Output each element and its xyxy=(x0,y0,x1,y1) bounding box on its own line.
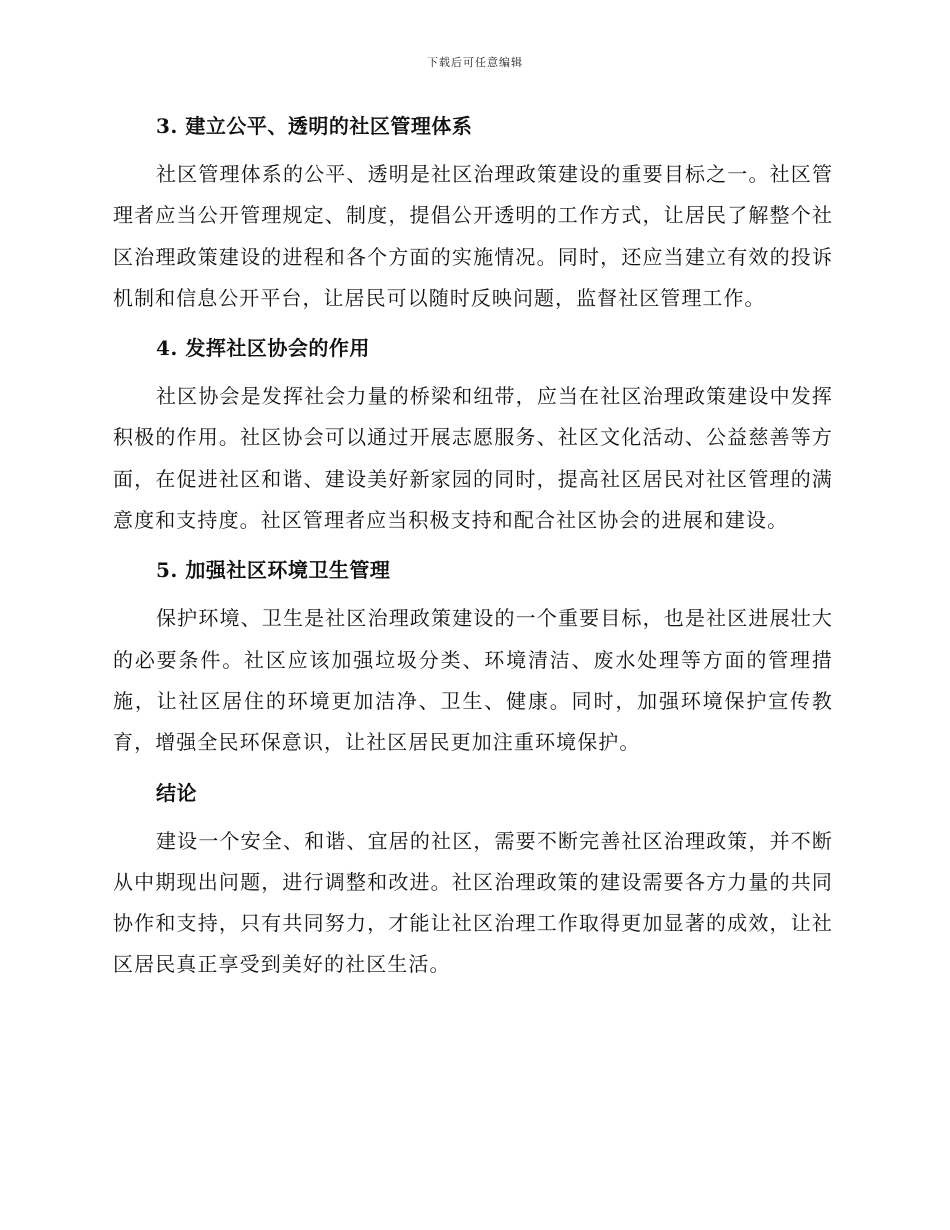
header-note: 下载后可任意编辑 xyxy=(427,56,523,69)
section-heading: 4. 发挥社区协会的作用 xyxy=(156,336,370,361)
section-3 xyxy=(113,112,833,319)
section-paragraph: 社区协会是发挥社会力量的桥梁和纽带，应当在社区治理政策建设中发挥积极的作用。社区协会可以通过开展志愿服务、社区文化活动、公益慈善等方面，在促进社区和谐、建设美好新家园的同时，提高社区居民对社区管理的满意度和支持度。社区管理者应当积极支持和配合社区协会的进展和建设。 xyxy=(113,384,833,533)
section-heading: 3. 建立公平、透明的社区管理体系 xyxy=(156,114,473,138)
section-paragraph: 建设一个安全、和谐、宜居的社区，需要不断完善社区治理政策，并不断从中期现出问题，进行调整和改进。社区治理政策的建设需要各方力量的共同协作和支持，只有共同努力，才能让社区治理工作取得更加显著的成效，让社区居民真正享受到美好的社区生活。 xyxy=(113,828,833,977)
section-heading: 结论 xyxy=(156,780,197,805)
section-paragraph: 社区管理体系的公平、透明是社区治理政策建设的重要目标之一。社区管理者应当公开管理规定、制度，提倡公开透明的工作方式，让居民了解整个社区治理政策建设的进程和各个方面的实施情况。同时，还应当建立有效的投诉机制和信息公开平台，让居民可以随时反映问题，监督社区管理工作。 xyxy=(113,162,833,310)
document-body xyxy=(113,112,833,1001)
section-paragraph: 保护环境、卫生是社区治理政策建设的一个重要目标，也是社区进展壮大的必要条件。社区应该加强垃圾分类、环境清洁、废水处理等方面的管理措施，让社区居住的环境更加洁净、卫生、健康。同时，加强环境保护宣传教育，增强全民环保意识，让社区居民更加注重环境保护。 xyxy=(113,606,833,755)
section-conclusion xyxy=(113,779,833,986)
section-5 xyxy=(113,556,833,763)
section-4 xyxy=(113,334,833,541)
section-heading: 5. 加强社区环境卫生管理 xyxy=(156,558,391,583)
